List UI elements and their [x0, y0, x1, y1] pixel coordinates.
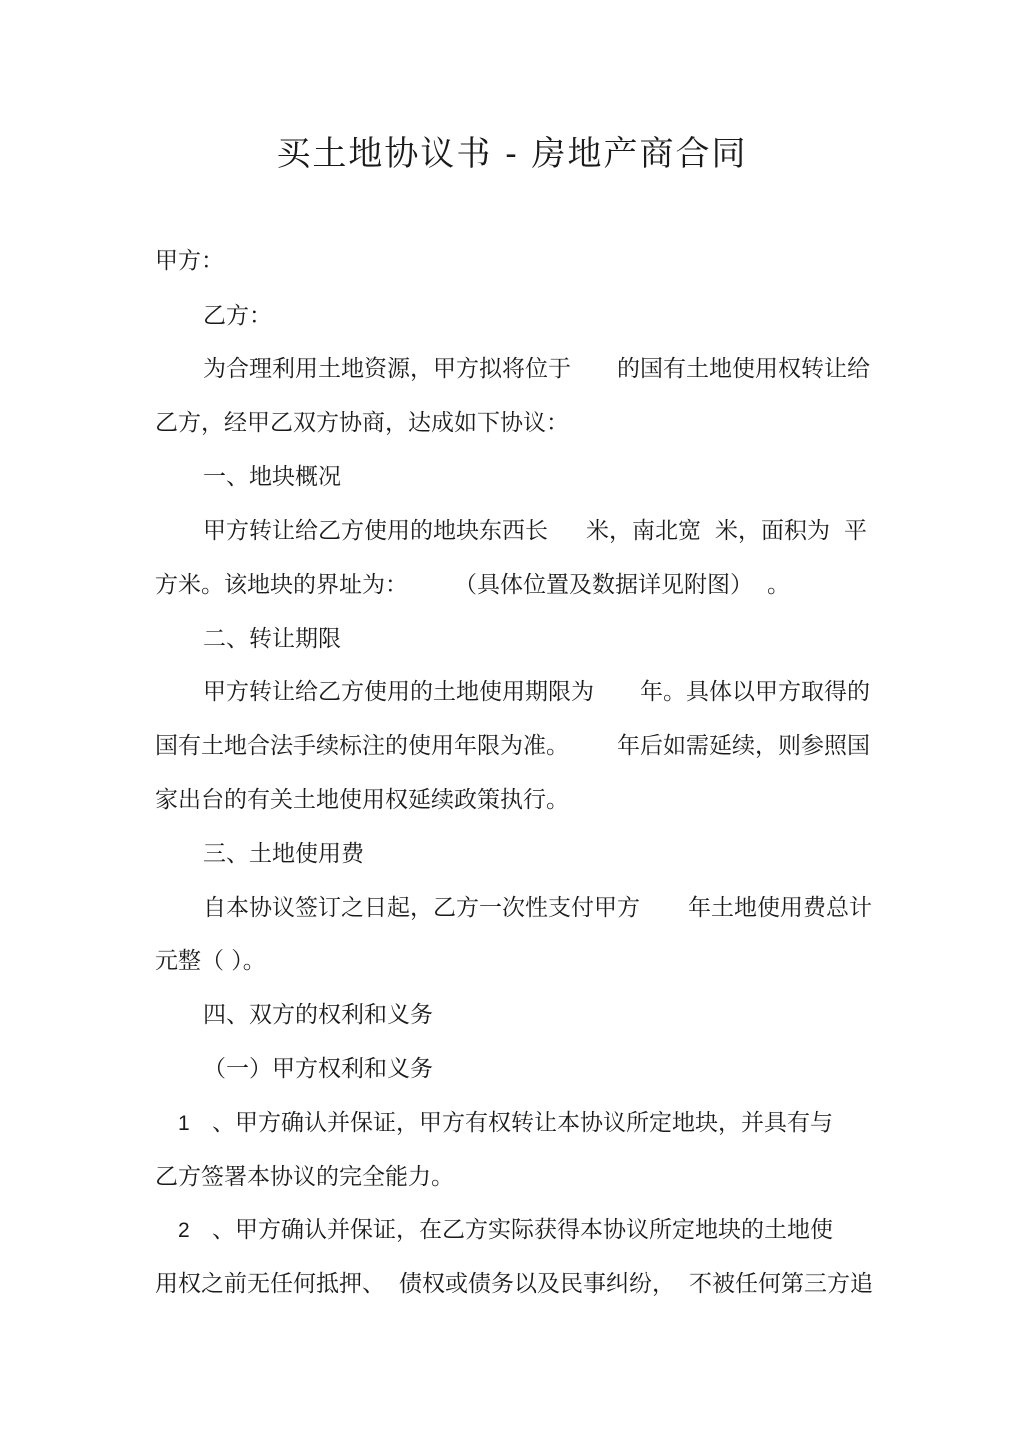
section-2-heading: 二、转让期限	[203, 626, 341, 652]
item-2-text-c: 不被任何第三方追	[689, 1271, 873, 1297]
intro-text-2: 的国有土地使用权转让给	[617, 356, 870, 382]
section-3-text-b: 年土地使用费总计	[688, 895, 872, 921]
section-3-line-1	[203, 892, 872, 924]
document-title: 买土地协议书 - 房地产商合同	[276, 134, 748, 174]
section-2-text-a: 甲方转让给乙方使用的土地使用期限为	[203, 679, 594, 705]
party-a-label: 甲方：	[155, 248, 224, 274]
intro-line-2: 乙方，经甲乙双方协商，达成如下协议：	[155, 410, 569, 436]
section-1-text-d: 平	[844, 518, 867, 544]
section-1-text-b: 米，南北宽	[586, 518, 701, 544]
section-4-item-1-line-2: 乙方签署本协议的完全能力。	[155, 1164, 454, 1190]
section-2-line-2	[155, 730, 870, 762]
item-2-text-a: 用权之前无任何抵押、	[155, 1271, 385, 1297]
section-1-text-g: 。	[767, 572, 790, 598]
section-4-item-2-line-2	[155, 1268, 873, 1300]
section-4-item-2-line-1	[178, 1214, 833, 1247]
section-1-line-2	[155, 569, 790, 601]
section-1-line-1	[203, 515, 867, 547]
section-2-text-b: 年。具体以甲方取得的	[640, 679, 870, 705]
section-3-heading: 三、土地使用费	[203, 841, 364, 867]
section-2-line-3: 家出台的有关土地使用权延续政策执行。	[155, 787, 569, 813]
section-2-text-d: 年后如需延续，则参照国	[617, 733, 870, 759]
section-2-text-c: 国有土地合法手续标注的使用年限为准。	[155, 733, 569, 759]
party-b-label: 乙方：	[203, 303, 272, 329]
intro-text-1: 为合理利用土地资源，甲方拟将位于	[203, 356, 571, 382]
item-1-text: 、甲方确认并保证，甲方有权转让本协议所定地块，并具有与	[212, 1110, 833, 1136]
item-2-text-b: 债权或债务以及民事纠纷，	[399, 1271, 675, 1297]
section-3-line-2: 元整（ ）。	[155, 948, 266, 974]
section-4-heading: 四、双方的权利和义务	[203, 1002, 433, 1028]
section-1-text-f: （具体位置及数据详见附图）	[454, 572, 753, 598]
item-2-text: 、甲方确认并保证，在乙方实际获得本协议所定地块的土地使	[212, 1217, 833, 1243]
section-1-text-c: 米，面积为	[715, 518, 830, 544]
intro-line-1	[203, 353, 870, 385]
item-2-number: 2	[178, 1219, 190, 1242]
section-2-line-1	[203, 676, 870, 708]
section-4-item-1-line-1	[178, 1107, 833, 1140]
item-1-number: 1	[178, 1112, 190, 1135]
section-1-text-e: 方米。该地块的界址为：	[155, 572, 408, 598]
section-1-text-a: 甲方转让给乙方使用的地块东西长	[203, 518, 548, 544]
section-4-sub-1: （一）甲方权利和义务	[203, 1056, 433, 1082]
section-3-text-a: 自本协议签订之日起，乙方一次性支付甲方	[203, 895, 640, 921]
section-1-heading: 一、地块概况	[203, 464, 341, 490]
